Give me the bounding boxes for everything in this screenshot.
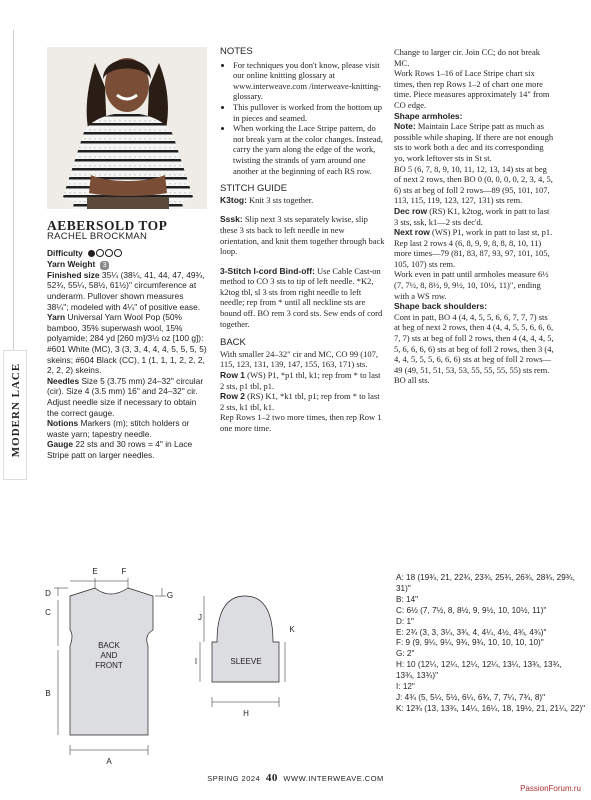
pattern-title: AEBERSOLD TOP [47,218,168,233]
sssk-label: Sssk: [220,214,243,225]
notes-item: • For techniques you don't know, please visit our online knitting glossary at www.interweave.com /interweave-knitting-glossary. [233,60,385,102]
schematic-letter-b: B [45,689,51,698]
sidebar-rule [13,30,14,350]
next-row-text: (WS) P1, work in patt to last st, p1. [432,227,553,238]
back-label-line3: FRONT [95,661,123,670]
armholes-heading: Shape armholes: [394,110,463,121]
note-text: Maintain Lace Stripe patt as much as possible while shaping. If there are not enough sts to work both a dec and its corresponding yo, work leftover sts in St st. [394,121,554,163]
measurement-g: G: 2" [396,649,415,659]
footer-issue: SPRING 2024 [207,774,261,783]
notions-label: Notions [47,418,79,429]
measurement-d: D: 1" [396,616,414,626]
notions-text: Markers (m); stitch holders or waste yarn; tapestry needle. [47,418,190,439]
difficulty-dot-empty-icon [105,249,113,257]
k3tog-text: Knit 3 sts together. [249,194,314,205]
difficulty-dot-empty-icon [96,249,104,257]
page-number: 40 [265,772,278,784]
difficulty-rating [85,248,122,258]
schematic-letter-f: F [121,567,127,576]
difficulty-dot-filled-icon [88,250,95,257]
notes-heading: NOTES [220,46,253,57]
finished-size-text: 35¼ (38¼, 41, 44, 47, 49¾, 52¾, 55¼, 58½, 61½)" circumference at underarm. Pullover shown measures 38¼"; modeled with 4¼" of positive ease. [47,269,205,312]
sleeve-shape [212,596,279,682]
schematic-letter-e: E [92,567,98,576]
k3tog-label: K3tog: [220,194,247,205]
rep-text: Rep last 2 rows 4 (6, 8, 9, 9, 8, 8, 8, 10, 11) more times—79 (81, 83, 87, 93, 97, 101, 105, 105, 107) sts rem. [394,237,550,269]
footer-site: WWW.INTERWEAVE.COM [283,774,384,783]
needles-label: Needles [47,375,80,386]
instructions-column-2 [220,47,385,434]
row2-label: Row 2 [220,391,246,402]
notes-item: • When working the Lace Stripe pattern, do not break yarn at the color changes. Instead, carry the yarn along the edge of the work, twisting the strands of yarn around one another at the beginning of each RS row. [233,123,385,176]
bo-all-text: BO all sts. [394,375,430,386]
difficulty-dot-empty-icon [114,249,122,257]
bindoff-text: Use Cable Cast-on method to CO 3 sts to tip of left needle. *K2, k2tog tbl, sl 3 sts from right needle to left needle; rep from * until all neckline sts are bound off. BO rem 3 cord sts. Sew ends of cord together. [220,265,383,329]
shoulders-heading: Shape back shoulders: [394,301,488,312]
pattern-info-column [47,218,207,460]
section-tab [3,350,27,480]
dec-row-text: (RS) K1, k2tog, work in patt to last 3 sts, ssk, k1—2 sts dec'd. [394,205,550,227]
measurement-b: B: 14" [396,594,419,604]
schematic-letter-a: A [106,757,112,766]
bindoff-label: 3-Stitch I-cord Bind-off: [220,265,315,276]
model-photo [47,47,207,209]
back-rep-text: Rep Rows 1–2 two more times, then rep Row 1 one more time. [220,412,382,433]
dec-row-label: Dec row [394,205,428,216]
row1-label: Row 1 [220,370,246,381]
measurement-j: J: 4¾ (5, 5¼, 5½, 6¼, 6¾, 7, 7¼, 7¾, 8)" [396,692,546,702]
back-label-line2: AND [100,651,118,660]
row2-text: (RS) K1, *k1 tbl, p1; rep from * to last 2 sts, k1 tbl, k1. [220,391,380,412]
shoulders-text: Cont in patt, BO 4 (4, 4, 5, 5, 6, 6, 7, 7, 7) sts at beg of next 2 rows, then 4 (4, 4, 5, 5, 6, 6, 6, 7, 7) sts at beg of foll 2 rows, then 4 (4, 4, 4, 5, 5, 6, 6, 6, 6) sts at beg of foll 2 rows, then 3 (4, 4, 4, 5, 5, 5, 6, 6, 6) sts at beg of foll 2 rows—49 (49, 51, 51, 53, 53, 55, 55, 55, 55) sts rem. [394,311,554,375]
notes-item: • This pullover is worked from the bottom up in pieces and seamed. [233,102,385,123]
schematic-letter-h: H [243,709,249,718]
model-photo-illustration [47,47,207,209]
needles-text: Size 5 (3.75 mm) 24–32" circular (cir). Size 4 (3.5 mm) 16" and 24–32" cir. Adjust needle size if necessary to obtain the correct gauge. [47,375,204,418]
measurement-f: F: 9 (9, 9¼, 9¼, 9¾, 9¾, 10, 10, 10, 10)" [396,638,544,648]
even-text: Work even in patt until armholes measure 6½ (7, 7½, 8, 8½, 9, 9½, 10, 10½, 11)", ending with a WS row. [394,269,549,301]
schematic-letter-c: C [45,608,51,617]
schematic-letter-j: J [198,613,202,622]
next-row-label: Next row [394,227,430,238]
schematic-letter-k: K [289,625,295,634]
notes-list [220,60,385,177]
sleeve-label: SLEEVE [230,657,262,666]
col3-p2: Work Rows 1–16 of Lace Stripe chart six times, then rep Rows 1–2 of chart one more time. Piece measures approximately 14" from CO edge. [394,68,550,110]
gauge-label: Gauge [47,439,74,450]
schematic-letter-d: D [45,589,51,598]
difficulty-label: Difficulty [47,248,83,259]
measurement-i: I: 12" [396,682,415,692]
sssk-text: Slip next 3 sts separately kwise, slip these 3 sts back to left needle in new orientation, and knit them together through back loop. [220,214,385,257]
schematic-letter-i: I [194,657,198,666]
schematic-diagram [40,560,390,770]
yarn-label: Yarn [47,312,66,323]
note-label: Note: [394,121,416,132]
measurements-list [396,573,591,715]
section-label: MODERN LACE [10,362,22,458]
back-intro: With smaller 24–32" cir and MC, CO 99 (107, 115, 123, 131, 139, 147, 155, 163, 171) sts. [220,348,378,370]
instructions-column-3 [394,47,554,386]
yarn-weight-badge: 3 [100,261,110,270]
back-label-line1: BACK [98,641,120,650]
measurement-h: H: 10 (12¼, 12¼, 12¼, 12¼, 13¼, 13¾, 13¾, 13¾, 13¾)" [396,660,562,681]
finished-size-label: Finished size [47,269,100,280]
measurement-k: K: 12¾ (13, 13¾, 14¼, 16¼, 18, 19½, 21, 21¼, 22)" [396,703,586,713]
measurement-e: E: 2¾ (3, 3, 3¼, 3¾, 4, 4¼, 4½, 4¾, 4¾)" [396,627,547,637]
stitch-guide-heading: STITCH GUIDE [220,183,288,195]
measurement-c: C: 6½ (7, 7½, 8, 8½, 9, 9½, 10, 10½, 11)" [396,605,547,615]
watermark: PassionForum.ru [520,784,581,793]
designer-name: RACHEL BROCKMAN [47,230,148,242]
schematic-letter-g: G [166,591,174,600]
back-heading: BACK [220,337,246,349]
gauge-text: 22 sts and 30 rows = 4" in Lace Stripe patt on larger needles. [47,439,193,460]
yarn-weight-label: Yarn Weight [47,258,96,269]
yarn-text: Universal Yarn Wool Pop (50% bamboo, 35% superwash wool, 15% polyamide; 284 yd [260 m]/3½ oz [100 g]): #601 White (MC), 3 (3, 3, 4, 4, 4, 5, 5, 5, 5) skeins; #604 Black (CC), 1 (1, 1, 1, 2, 2, 2, 2, 2, 2) skeins. [47,312,207,376]
bo-text: BO 5 (6, 7, 8, 9, 10, 11, 12, 13, 14) sts at beg of next 2 rows, then BO 0 (0, 0, 0, 0, 2, 3, 4, 5, 6) sts at beg of foll 2 rows—89 (95, 101, 107, 113, 115, 119, 123, 127, 131) sts rem. [394,163,553,206]
measurement-a: A: 18 (19¾, 21, 22¾, 23¾, 25¾, 26¾, 28¾, 29¾, 31)" [396,573,575,593]
col3-p1: Change to larger cir. Join CC; do not break MC. [394,47,540,68]
row1-text: (WS) P1, *p1 tbl, k1; rep from * to last 2 sts, p1 tbl, p1. [220,370,381,391]
page-footer [0,772,591,784]
